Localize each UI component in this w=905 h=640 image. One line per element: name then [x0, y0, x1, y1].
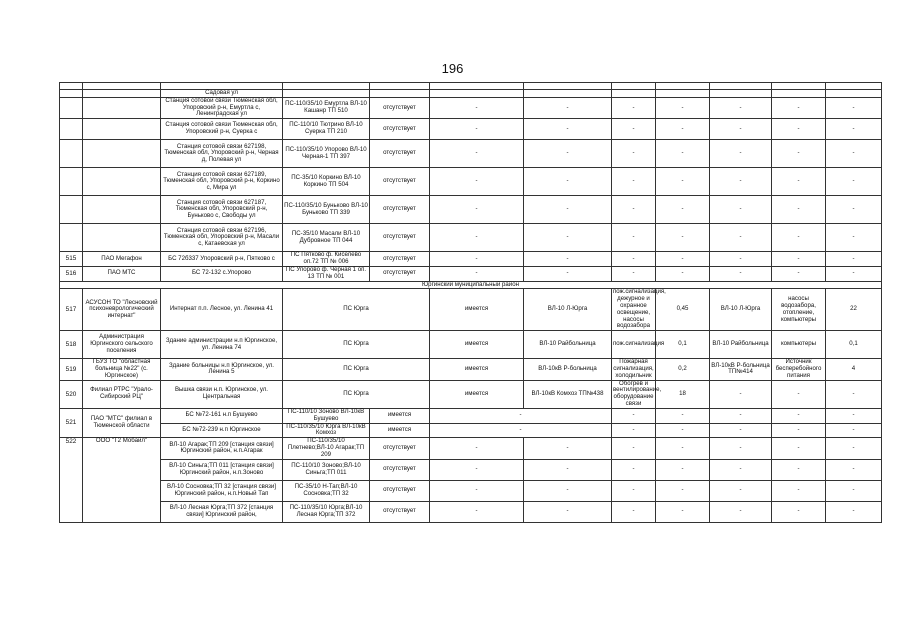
table-cell [524, 83, 612, 90]
table-cell: ПС-35/10 Н-Тап;ВЛ-10 Сосновка;ТП 32 [283, 480, 370, 501]
table-cell: - [826, 480, 882, 501]
table-cell: - [826, 501, 882, 522]
table-cell: - [524, 119, 612, 140]
table-cell: Источник бесперебойного питания [772, 359, 826, 380]
table-cell [83, 140, 161, 168]
table-cell: - [710, 224, 772, 252]
table-cell: - [772, 224, 826, 252]
table-cell [83, 168, 161, 196]
table-cell: - [656, 168, 710, 196]
table-cell: - [826, 252, 882, 267]
table-cell: - [772, 408, 826, 423]
table-cell: ПС-110/35/10 Юрга;ВЛ-10 Лесная Юрга;ТП 372 [283, 501, 370, 522]
table-cell: - [430, 408, 612, 423]
table-cell: - [710, 459, 772, 480]
table-cell: ООО "Т2 Мобайл" [83, 438, 161, 522]
table-cell [60, 119, 83, 140]
table-cell: - [430, 438, 524, 459]
table-cell [524, 90, 612, 98]
table-cell: - [772, 423, 826, 438]
table-cell: - [430, 480, 524, 501]
table-cell: - [772, 480, 826, 501]
table-cell [710, 83, 772, 90]
table-cell: - [826, 97, 882, 118]
table-cell: - [656, 224, 710, 252]
table-row [60, 423, 882, 438]
table-cell: ПС-35/10 Масали ВЛ-10 Дубровное ТП 044 [283, 224, 370, 252]
table-cell [60, 168, 83, 196]
table-cell: отсутствует [370, 438, 430, 459]
table-cell: БС 72-132 с.Упорово [161, 266, 283, 281]
table-cell: ВЛ-10кВ Р-больница [524, 359, 612, 380]
table-cell: 0,2 [656, 359, 710, 380]
table-cell: - [430, 501, 524, 522]
table-cell: 521 [60, 408, 83, 437]
table-cell: отсутствует [370, 501, 430, 522]
table-cell [83, 83, 161, 90]
table-cell: - [656, 480, 710, 501]
table-row [60, 289, 882, 331]
table-cell: Станция сотовой связи Тюменская обл, Упоровский р-н, Суерка с [161, 119, 283, 140]
table-cell: - [612, 252, 656, 267]
table-cell: Обогрев и вентилирование, оборудование связи [613, 379, 662, 408]
section-row [60, 281, 882, 289]
table-cell: - [612, 423, 656, 438]
table-cell: - [772, 252, 826, 267]
table-cell: ВЛ-10кВ Р-больница ТП№414 [710, 359, 772, 380]
table-cell: ПС-110/35/10 Буньково ВЛ-10 Буньково ТП 339 [283, 196, 370, 224]
table-cell [430, 83, 524, 90]
table-cell: ПС Юрга [283, 289, 430, 331]
table-cell: - [772, 196, 826, 224]
table-cell: отсутствует [370, 252, 430, 267]
table-cell: ПС Юрга [283, 380, 430, 408]
table-cell: АСУСОН ТО "Лесновский психоневрологический интернат" [83, 289, 161, 331]
table-cell: - [656, 119, 710, 140]
table-row [60, 252, 882, 267]
table-cell: - [710, 408, 772, 423]
table-cell: 518 [60, 331, 83, 359]
table-cell: - [524, 97, 612, 118]
table-cell: - [656, 423, 710, 438]
table-cell [710, 90, 772, 98]
table-row [60, 480, 882, 501]
table-cell: 519 [60, 359, 83, 380]
table-row [60, 168, 882, 196]
table-cell [826, 90, 882, 98]
table-row [60, 266, 882, 281]
table-cell: имеется [430, 380, 524, 408]
table-row [60, 438, 882, 459]
table-cell: - [826, 119, 882, 140]
table-cell: - [710, 380, 772, 408]
table-cell [283, 90, 370, 98]
table-row [60, 140, 882, 168]
table-cell [83, 224, 161, 252]
table-cell: - [656, 459, 710, 480]
table-cell: - [612, 97, 656, 118]
table-cell: 22 [826, 289, 882, 331]
table-cell: 522 [60, 438, 83, 522]
table-cell: - [430, 119, 524, 140]
table-cell: - [524, 224, 612, 252]
table-cell: отсутствует [370, 480, 430, 501]
table-cell: Станция сотовой связи 627196, Тюменская обл, Упоровский р-н, Масали с, Катаевская ул [161, 224, 283, 252]
table-cell: 0,1 [826, 331, 882, 359]
table-cell: Филиал РТРС "Урало-Сибирский РЦ" [83, 380, 161, 408]
table-cell: 515 [60, 252, 83, 267]
table-row [60, 501, 882, 522]
table-cell: Юргинский муниципальный район [60, 281, 882, 289]
table-cell: БС №72-239 н.п Юргинское [161, 423, 283, 438]
table-row [60, 97, 882, 118]
table-cell: - [772, 97, 826, 118]
table-cell [370, 90, 430, 98]
table-cell: - [524, 196, 612, 224]
table-cell: имеется [430, 359, 524, 380]
table-cell: ПС Пятково ф. Киселево оп.72 ТП № 006 [283, 252, 370, 267]
table-cell [826, 83, 882, 90]
table-cell: Пожарная сигнализация, холодильник [613, 358, 654, 379]
table-cell: ПС-110/10 Зоново;ВЛ-10 Синьга;ТП 011 [283, 459, 370, 480]
table-cell: - [710, 196, 772, 224]
table-cell: - [772, 438, 826, 459]
table-cell: отсутствует [370, 224, 430, 252]
table-cell: Здание больницы н.п Юргинское, ул. Ленина 5 [161, 359, 283, 380]
table-cell: - [710, 252, 772, 267]
table-cell: - [772, 380, 826, 408]
table-cell [83, 119, 161, 140]
table-cell: - [710, 119, 772, 140]
table-cell: ГБУЗ ТО "областная больница №22" (с. Юргинское) [83, 359, 161, 380]
table-cell: - [612, 224, 656, 252]
table-cell: ВЛ-10 Агарак;ТП 209 [станция связи] Юргинский район, н.п.Агарак [161, 438, 283, 459]
table-cell [60, 97, 83, 118]
table-cell [772, 90, 826, 98]
table-cell: - [612, 408, 656, 423]
data-table [59, 82, 882, 523]
table-header-row [60, 83, 882, 90]
table-cell: - [710, 168, 772, 196]
table-cell: - [612, 480, 656, 501]
table-cell: отсутствует [370, 168, 430, 196]
table-cell: Станция сотовой связи 627198, Тюменская обл, Упоровский р-н, Черная д, Полевая ул [161, 140, 283, 168]
table-cell: - [524, 459, 612, 480]
table-cell: - [656, 408, 710, 423]
table-cell: - [826, 168, 882, 196]
table-cell: Администрация Юргинского сельского поселения [83, 331, 161, 359]
table-cell [83, 196, 161, 224]
table-cell: 520 [60, 380, 83, 408]
table-cell: ВЛ-10 Л-Юрга [710, 289, 772, 331]
table-cell: - [612, 196, 656, 224]
table-cell [283, 83, 370, 90]
table-cell: ПС-110/35/10 Плетнево;ВЛ-10 Агарак;ТП 209 [283, 438, 370, 459]
table-cell: - [772, 168, 826, 196]
table-row [60, 119, 882, 140]
table-cell: - [772, 459, 826, 480]
table-cell: - [826, 380, 882, 408]
table-cell: ПС-110/35/10 Юрга ВЛ-10кВ Комхоз [283, 423, 370, 438]
table-cell: 18 [656, 380, 710, 408]
table-cell: - [710, 266, 772, 281]
table-cell: - [430, 423, 612, 438]
table-cell [612, 83, 656, 90]
table-cell: - [612, 438, 656, 459]
table-cell: - [612, 119, 656, 140]
table-cell: насосы водозабора, отопление, компьютеры [772, 289, 826, 331]
table-cell: - [656, 97, 710, 118]
table-cell: ПС-35/10 Коркино ВЛ-10 Коркино ТП 504 [283, 168, 370, 196]
table-cell: ВЛ-10 Сосновка;ТП 32 [станция связи] Юргинский район, н.п.Новый Тап [161, 480, 283, 501]
table-cell: ПС Юрга [283, 331, 430, 359]
table-cell: - [772, 266, 826, 281]
table-cell [772, 83, 826, 90]
table-cell: Садовая ул [161, 90, 283, 98]
table-cell [60, 90, 83, 98]
table-cell [83, 97, 161, 118]
table-cell: - [524, 266, 612, 281]
table-cell: - [524, 168, 612, 196]
table-cell: - [826, 423, 882, 438]
table-cell: - [710, 438, 772, 459]
table-cell: - [656, 266, 710, 281]
table-cell [60, 140, 83, 168]
table-cell: 0,1 [656, 331, 710, 359]
table-cell: - [826, 438, 882, 459]
table-cell: - [826, 266, 882, 281]
table-cell: БС 72б337 Упоровский р-н, Пятково с [161, 252, 283, 267]
table-cell: - [772, 119, 826, 140]
table-cell: - [524, 501, 612, 522]
table-cell: - [524, 438, 612, 459]
table-cell: ПС-110/35/10 Упорово ВЛ-10 Черная-1 ТП 397 [283, 140, 370, 168]
table-cell: - [710, 423, 772, 438]
table-cell: Станция сотовой связи 627187, Тюменская обл, Упоровский р-н, Буньково с, Свободы ул [161, 196, 283, 224]
table-cell: - [710, 140, 772, 168]
table-cell: - [826, 224, 882, 252]
table-cell: Вышка связи н.п. Юргинское, ул. Центральная [161, 380, 283, 408]
table-cell: ПАО Мегафон [83, 252, 161, 267]
table-cell: - [656, 252, 710, 267]
table-cell: - [772, 140, 826, 168]
table-cell: 4 [826, 359, 882, 380]
table-cell: отсутствует [370, 97, 430, 118]
table-cell: - [430, 224, 524, 252]
table-cell: ПС-110/35/10 Емуртла ВЛ-10 Кашанр ТП 510 [283, 97, 370, 118]
table-cell: ВЛ-10 Райбольница [710, 331, 772, 359]
table-cell: - [524, 252, 612, 267]
table-cell: ПАО "МТС" филиал в Тюменской области [83, 408, 161, 437]
table-cell: Станция сотовой связи Тюменская обл, Упоровский р-н, Емуртла с, Ленинградская ул [161, 97, 283, 118]
table-row [60, 408, 882, 423]
table-cell: 517 [60, 289, 83, 331]
table-cell: отсутствует [370, 119, 430, 140]
table-cell: - [656, 196, 710, 224]
table-cell [60, 83, 83, 90]
table-cell [430, 90, 524, 98]
table-cell: - [524, 480, 612, 501]
table-row [60, 331, 882, 359]
table-cell [60, 224, 83, 252]
table-cell: - [524, 140, 612, 168]
table-cell: 516 [60, 266, 83, 281]
table-cell: - [826, 196, 882, 224]
table-cell: - [710, 501, 772, 522]
table-cell: ПАО МТС [83, 266, 161, 281]
table-cell [60, 196, 83, 224]
table-cell: 0,45 [656, 289, 710, 331]
table-cell: отсутствует [370, 196, 430, 224]
table-cell: - [826, 140, 882, 168]
table-cell: имеется [430, 331, 524, 359]
table-cell: - [710, 480, 772, 501]
table-cell: - [656, 501, 710, 522]
table-cell: ВЛ-10кВ Комхоз ТП№438 [524, 380, 612, 408]
table-cell: - [430, 459, 524, 480]
table-cell: - [612, 140, 656, 168]
table-cell: Станция сотовой связи 627189, Тюменская обл, Упоровский р-н, Коркино с, Мира ул [161, 168, 283, 196]
table-cell: - [826, 459, 882, 480]
table-row [60, 380, 882, 408]
table-cell: пож.сигнализация, дежурное и охранное освещение, насосы водозабора [613, 288, 666, 330]
table-cell: компьютеры [772, 331, 826, 359]
table-cell: - [430, 97, 524, 118]
table-row [60, 359, 882, 380]
table-cell: ПС Упорово ф. Черная 1 оп. 13 ТП № 001 [283, 266, 370, 281]
table-cell: ВЛ-10 Синьга;ТП 011 [станция связи] Юргинский район, н.п.Зоново [161, 459, 283, 480]
table-cell: - [430, 266, 524, 281]
table-cell: отсутствует [370, 266, 430, 281]
table-cell: - [710, 97, 772, 118]
table-row [60, 196, 882, 224]
table-cell: ВЛ-10 Л-Юрга [524, 289, 612, 331]
table-cell: отсутствует [370, 140, 430, 168]
table-cell [83, 90, 161, 98]
table-cell: - [612, 266, 656, 281]
table-cell: - [430, 252, 524, 267]
table-cell: пож.сигнализация [612, 331, 656, 359]
table-cell: - [772, 501, 826, 522]
table-cell: - [826, 408, 882, 423]
table-cell: имеется [370, 423, 430, 438]
table-row [60, 459, 882, 480]
table-cell: ВЛ-10 Райбольница [524, 331, 612, 359]
table-cell: - [430, 140, 524, 168]
table-cell: имеется [370, 408, 430, 423]
table-cell: - [612, 501, 656, 522]
table-cell: - [612, 168, 656, 196]
table-cell: - [656, 140, 710, 168]
table-cell: имеется [430, 289, 524, 331]
table-cell: ПС-110/10 Тютрино ВЛ-10 Суерка ТП 210 [283, 119, 370, 140]
table-cell: - [430, 196, 524, 224]
table-cell [612, 90, 656, 98]
table-cell: ПС Юрга [283, 359, 430, 380]
table-cell: - [430, 168, 524, 196]
table-cell [370, 83, 430, 90]
table-cell: отсутствует [370, 459, 430, 480]
table-cell [656, 90, 710, 98]
table-cell: ПС-110/10 Зоново ВЛ-10кВ Бушуево [283, 408, 370, 423]
table-cell: БС №72-161 н.п Бушуево [161, 408, 283, 423]
table-cell: ВЛ-10 Лесная Юрга;ТП 372 [станция связи] Юргинский район, [161, 501, 283, 522]
table-cell [656, 83, 710, 90]
table-row [60, 224, 882, 252]
table-cell: Интернат п.п. Лесное, ул. Ленина 41 [161, 289, 283, 331]
page-number: 196 [441, 61, 464, 76]
table-cell: - [656, 438, 710, 459]
table-cell: - [612, 459, 656, 480]
table-cell: Здание администрации н.п Юргинское, ул. Ленина 74 [161, 331, 283, 359]
